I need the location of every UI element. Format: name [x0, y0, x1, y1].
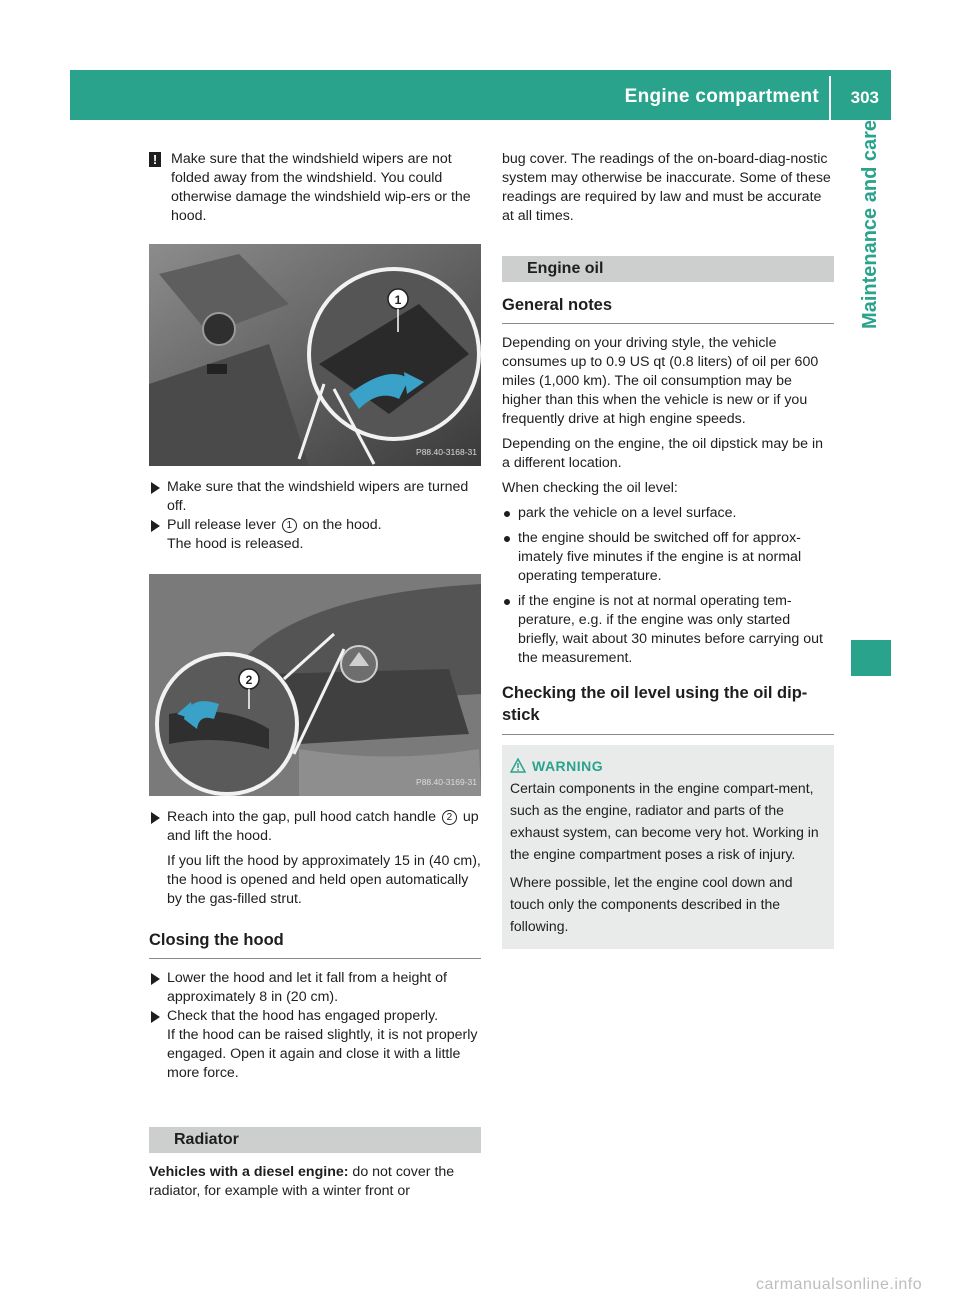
step-arrow-icon	[151, 812, 160, 824]
bullet-icon	[504, 511, 510, 517]
engine-oil-heading: Engine oil	[502, 256, 834, 282]
heading-rule	[149, 958, 481, 959]
step-text: Lower the hood and let it fall from a height of approximately 8 in (20 cm).	[167, 970, 447, 1005]
caution-note	[149, 150, 481, 226]
callout-1: 1	[394, 293, 402, 307]
heading-rule	[502, 323, 834, 324]
list-item: park the vehicle on a level surface.	[502, 504, 834, 523]
step-wipers-off	[149, 478, 481, 516]
page-header	[70, 70, 891, 120]
hood-catch-photo	[149, 574, 481, 796]
step-pull-lever	[149, 516, 481, 554]
step-result: If you lift the hood by approximately 15 in (40 cm), the hood is opened and held open automatically by the gas-filled strut.	[167, 853, 481, 907]
oil-consumption-text: Depending on your driving style, the vehicle consumes up to 0.9 US qt (0.8 liters) of oil per 600 miles (1,000 km). The oil consumption may be higher than this when the vehicle is new or if you frequently drive at high engine speeds.	[502, 335, 819, 427]
caution-icon: !	[149, 152, 161, 167]
dashboard-illustration	[149, 244, 481, 466]
step-check-hood	[149, 1007, 481, 1083]
step-text: Check that the hood has engaged properly.	[167, 1008, 439, 1024]
right-column	[502, 150, 834, 949]
step-text: Make sure that the windshield wipers are turned off.	[167, 479, 469, 514]
page-number: 303	[850, 88, 879, 107]
callout-badge: 1	[282, 518, 297, 533]
continued-text: bug cover. The readings of the on-board-diag-nostic system may otherwise be inaccurate. Some of these readings are required by law and must be accurate at all times.	[502, 151, 831, 224]
step-reach-gap	[149, 808, 481, 909]
radiator-heading: Radiator	[149, 1127, 481, 1153]
closing-heading: Closing the hood	[149, 931, 284, 949]
bullet-icon	[504, 536, 510, 542]
chapter-tab-label: Maintenance and care	[859, 120, 881, 329]
general-notes-heading: General notes	[502, 296, 613, 314]
warning-triangle-icon	[510, 758, 526, 773]
step-arrow-icon	[151, 520, 160, 532]
step-result: If the hood can be raised slightly, it is not properly engaged. Open it again and close it with a little more force.	[167, 1027, 478, 1081]
image-code: P88.40-3169-31	[416, 777, 477, 787]
callout-badge: 2	[442, 810, 457, 825]
step-lower-hood	[149, 969, 481, 1007]
warning-title: WARNING	[510, 755, 826, 777]
warning-text: Certain components in the engine compart-ment, such as the engine, radiator and parts of the exhaust system, can become very hot. Working in the engine compartment poses a risk of injury.	[510, 780, 819, 862]
step-result: The hood is released.	[167, 536, 304, 552]
left-column	[149, 150, 481, 1201]
radiator-text: Vehicles with a diesel engine: do not cover the radiator, for example with a winter front or	[149, 1164, 455, 1199]
vehicle-front-illustration	[149, 574, 481, 796]
step-arrow-icon	[151, 973, 160, 985]
step-arrow-icon	[151, 1011, 160, 1023]
dipstick-location-text: Depending on the engine, the oil dipstick may be in a different location.	[502, 436, 824, 471]
image-code: P88.40-3168-31	[416, 447, 477, 457]
bullet-icon	[504, 599, 510, 605]
header-divider	[829, 76, 831, 120]
caution-text: Make sure that the windshield wipers are not folded away from the windshield. You could otherwise damage the windshield wip-ers or the hood.	[171, 151, 471, 224]
list-item: the engine should be switched off for approx-imately five minutes if the engine is at normal operating temperature.	[502, 529, 834, 586]
heading-rule	[502, 734, 834, 735]
warning-box	[502, 745, 834, 949]
callout-2: 2	[245, 673, 253, 687]
step-text: Reach into the gap, pull hood catch handle 2 up and lift the hood.	[167, 809, 479, 844]
watermark: carmanualsonline.info	[756, 1276, 923, 1293]
warning-text: Where possible, let the engine cool down and touch only the components described in the following.	[510, 874, 793, 934]
dipstick-heading: Checking the oil level using the oil dip-stick	[502, 684, 808, 724]
chapter-tab-marker	[851, 640, 891, 676]
step-text: Pull release lever 1 on the hood.	[167, 517, 382, 533]
step-arrow-icon	[151, 482, 160, 494]
checking-intro: When checking the oil level:	[502, 480, 678, 496]
list-item: if the engine is not at normal operating tem-perature, e.g. if the engine was only started briefly, wait about 30 minutes before carrying out the measurement.	[502, 592, 834, 668]
section-title: Engine compartment	[624, 86, 819, 107]
wiper-lever-photo	[149, 244, 481, 466]
